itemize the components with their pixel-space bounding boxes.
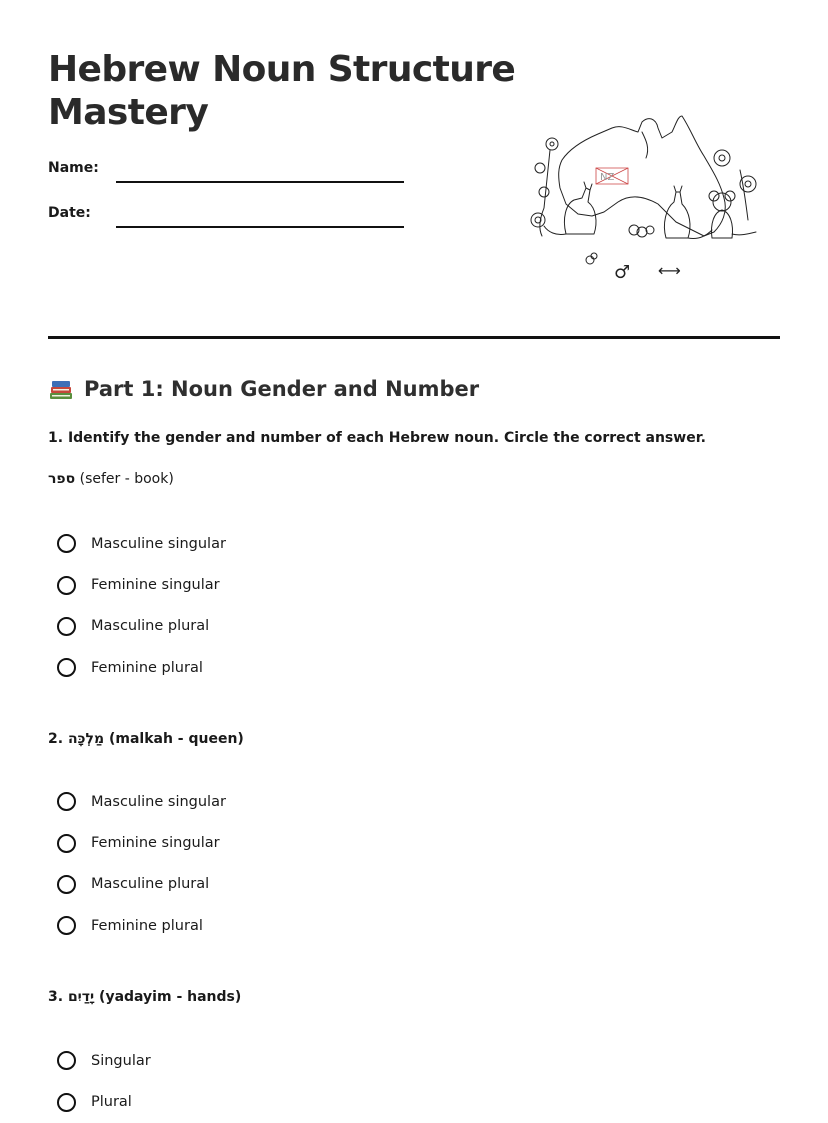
double-arrow-icon: ⟷ [658,261,681,280]
option-feminine-plural[interactable] [57,647,226,688]
question-1-word [48,469,174,489]
question-number: 3. [48,989,64,1005]
svg-text:NZ: NZ [600,172,615,183]
option-singular[interactable] [57,1040,151,1081]
option-label: Feminine plural [91,917,203,934]
radio-circle[interactable] [57,916,76,935]
question-number: 1. [48,430,64,446]
name-input-line[interactable] [116,181,404,183]
question-3-prompt [48,987,241,1007]
radio-circle[interactable] [57,1051,76,1070]
worksheet-page [48,0,780,1118]
worksheet-title: Hebrew Noun Structure Mastery [48,49,516,133]
date-label: Date: [48,205,91,221]
option-label: Masculine plural [91,876,210,893]
option-feminine-singular[interactable] [57,564,226,605]
question-text: Identify the gender and number of each Hebrew noun. Circle the correct answer. [67,430,706,446]
books-icon [48,376,74,402]
radio-circle[interactable] [57,534,76,553]
part1-title: Part 1: Noun Gender and Number [84,377,480,401]
question-1-prompt [48,428,706,448]
part1-heading [48,374,479,404]
option-label: Feminine singular [91,835,220,852]
hebrew-word: מַלְכָּה [67,731,105,747]
question-3-options [57,1040,151,1123]
question-2-options [57,781,226,947]
option-label: Feminine plural [91,659,203,676]
section-divider [48,336,780,339]
radio-circle[interactable] [57,792,76,811]
word-gloss: (malkah - queen) [108,731,244,747]
question-1-options [57,523,226,689]
option-feminine-plural[interactable] [57,905,226,946]
australia-illustration-icon [526,108,766,286]
date-field [48,205,408,235]
radio-circle[interactable] [57,875,76,894]
option-feminine-singular[interactable] [57,822,226,863]
radio-circle[interactable] [57,576,76,595]
question-2-prompt [48,729,244,749]
radio-circle[interactable] [57,834,76,853]
male-symbol-icon: ♂ [614,262,631,283]
radio-circle[interactable] [57,1093,76,1112]
option-masculine-plural[interactable] [57,864,226,905]
date-input-line[interactable] [116,226,404,228]
word-gloss: (sefer - book) [79,471,174,487]
option-label: Masculine plural [91,618,210,635]
option-label: Feminine singular [91,577,220,594]
name-label: Name: [48,160,99,176]
hebrew-word: ספר [48,471,76,487]
radio-circle[interactable] [57,617,76,636]
option-label: Plural [91,1094,132,1111]
radio-circle[interactable] [57,658,76,677]
option-masculine-singular[interactable] [57,523,226,564]
option-masculine-singular[interactable] [57,781,226,822]
question-number: 2. [48,731,64,747]
name-field [48,160,408,190]
option-label: Masculine singular [91,535,226,552]
hebrew-word: יָדַיִם [67,989,95,1005]
option-plural[interactable] [57,1081,151,1122]
word-gloss: (yadayim - hands) [99,989,242,1005]
option-masculine-plural[interactable] [57,606,226,647]
option-label: Masculine singular [91,793,226,810]
option-label: Singular [91,1052,151,1069]
